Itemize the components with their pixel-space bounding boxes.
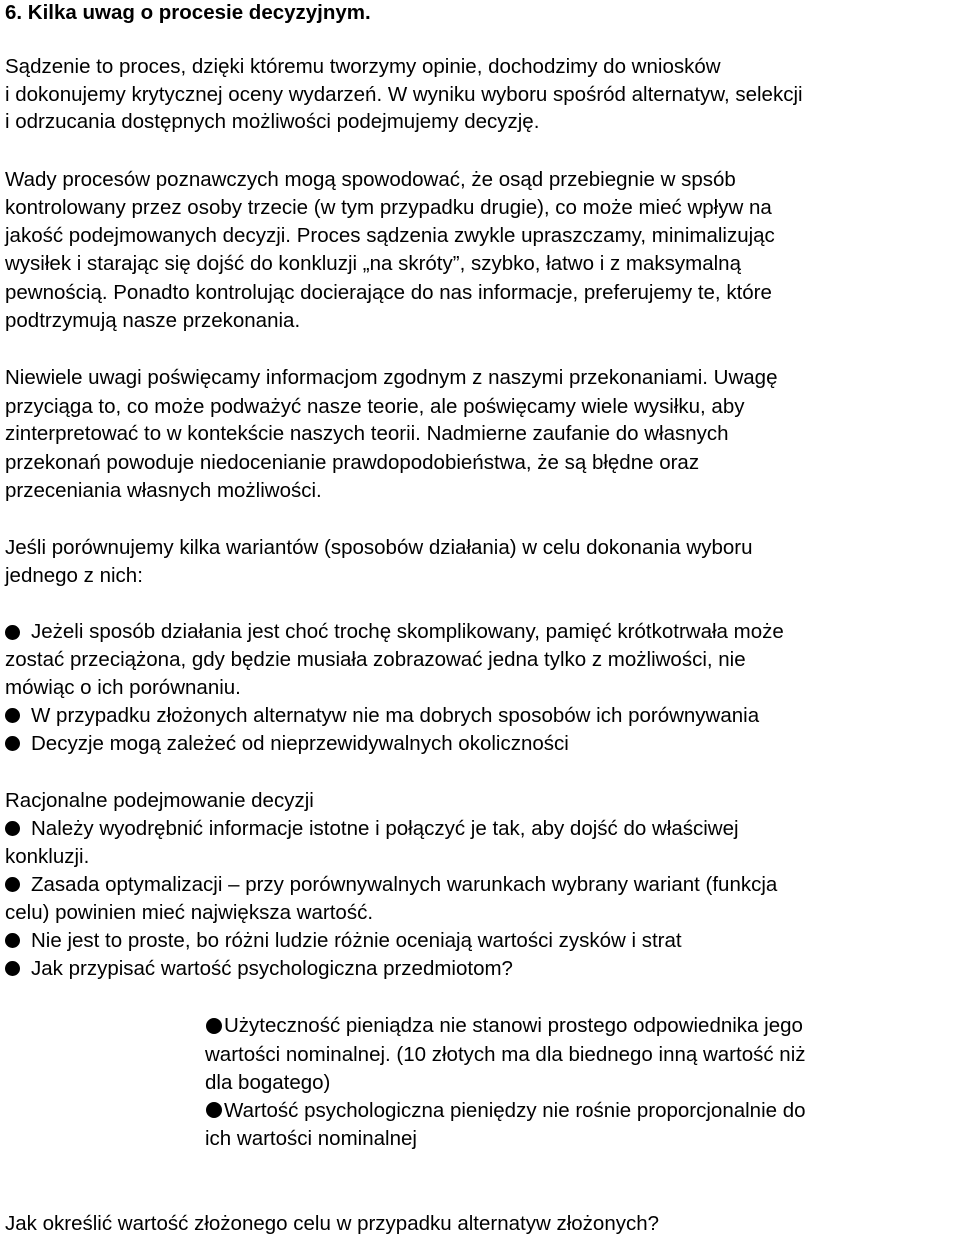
paragraph-line: kontrolowany przez osoby trzecie (w tym przypadku drugie), co może mieć wpływ na	[5, 196, 772, 219]
bullet-text: Jak przypisać wartość psychologiczna przedmiotom?	[31, 957, 513, 980]
section-heading: Racjonalne podejmowanie decyzji	[5, 789, 314, 812]
paragraph-line: Sądzenie to proces, dzięki któremu tworzymy opinie, dochodzimy do wniosków	[5, 55, 721, 78]
paragraph-line: podtrzymują nasze przekonania.	[5, 309, 301, 332]
paragraph-line: przekonań powoduje niedocenianie prawdopodobieństwa, że są błędne oraz	[5, 451, 700, 474]
bullet-text: Należy wyodrębnić informacje istotne i połączyć je tak, aby dojść do właściwej	[31, 817, 739, 840]
bullet-icon	[5, 961, 20, 976]
bullet-icon	[5, 877, 20, 892]
paragraph-line: wysiłek i starając się dojść do konkluzji „na skróty”, szybko, łatwo i z maksymalną	[5, 252, 741, 275]
paragraph-line: pewnością. Ponadto kontrolując docierające do nas informacje, preferujemy te, które	[5, 281, 772, 304]
bullet-text: Nie jest to proste, bo różni ludzie różnie oceniają wartości zysków i strat	[31, 929, 682, 952]
bullet-text: mówiąc o ich porównaniu.	[5, 676, 241, 699]
paragraph-line: Jeśli porównujemy kilka wariantów (sposobów działania) w celu dokonania wyboru	[5, 536, 753, 559]
section-title: 6. Kilka uwag o procesie decyzyjnym.	[5, 1, 371, 24]
bullet-icon	[5, 933, 20, 948]
paragraph-line: jednego z nich:	[5, 564, 143, 587]
bullet-text: celu) powinien mieć największa wartość.	[5, 901, 374, 924]
sub-bullet-text: ich wartości nominalnej	[205, 1127, 417, 1150]
closing-question: Jak określić wartość złożonego celu w przypadku alternatyw złożonych?	[5, 1212, 660, 1235]
paragraph-line: jakość podejmowanych decyzji. Proces sądzenia zwykle upraszczamy, minimalizując	[5, 224, 775, 247]
bullet-icon	[5, 821, 20, 836]
paragraph-line: Niewiele uwagi poświęcamy informacjom zgodnym z naszymi przekonaniami. Uwagę	[5, 366, 778, 389]
paragraph-line: przyciąga to, co może podważyć nasze teorie, ale poświęcamy wiele wysiłku, aby	[5, 395, 745, 418]
sub-bullet-text: wartości nominalnej. (10 złotych ma dla biednego inną wartość niż	[205, 1043, 806, 1066]
paragraph-line: przeceniania własnych możliwości.	[5, 479, 322, 502]
bullet-text: Decyzje mogą zależeć od nieprzewidywalnych okoliczności	[31, 732, 569, 755]
paragraph-line: i odrzucania dostępnych możliwości podejmujemy decyzję.	[5, 110, 540, 133]
paragraph-line: zinterpretować to w kontekście naszych teorii. Nadmierne zaufanie do własnych	[5, 422, 729, 445]
bullet-icon	[5, 625, 20, 640]
bullet-icon	[5, 736, 20, 751]
bullet-text: W przypadku złożonych alternatyw nie ma dobrych sposobów ich porównywania	[31, 704, 760, 727]
bullet-text: konkluzji.	[5, 845, 90, 868]
bullet-icon	[206, 1102, 222, 1118]
sub-bullet-text: Wartość psychologiczna pieniędzy nie rośnie proporcjonalnie do	[224, 1099, 806, 1122]
paragraph-line: i dokonujemy krytycznej oceny wydarzeń. W wyniku wyboru spośród alternatyw, selekcji	[5, 83, 803, 106]
bullet-text: Zasada optymalizacji – przy porównywalnych warunkach wybrany wariant (funkcja	[31, 873, 778, 896]
bullet-icon	[206, 1018, 222, 1034]
sub-bullet-text: Użyteczność pieniądza nie stanowi prostego odpowiednika jego	[224, 1014, 803, 1037]
bullet-text: zostać przeciążona, gdy będzie musiała zobrazować jedna tylko z możliwości, nie	[5, 648, 746, 671]
bullet-icon	[5, 708, 20, 723]
paragraph-line: Wady procesów poznawczych mogą spowodować, że osąd przebiegnie w spsób	[5, 168, 736, 191]
bullet-text: Jeżeli sposób działania jest choć trochę skomplikowany, pamięć krótkotrwała może	[31, 620, 784, 643]
sub-bullet-text: dla bogatego)	[205, 1071, 331, 1094]
